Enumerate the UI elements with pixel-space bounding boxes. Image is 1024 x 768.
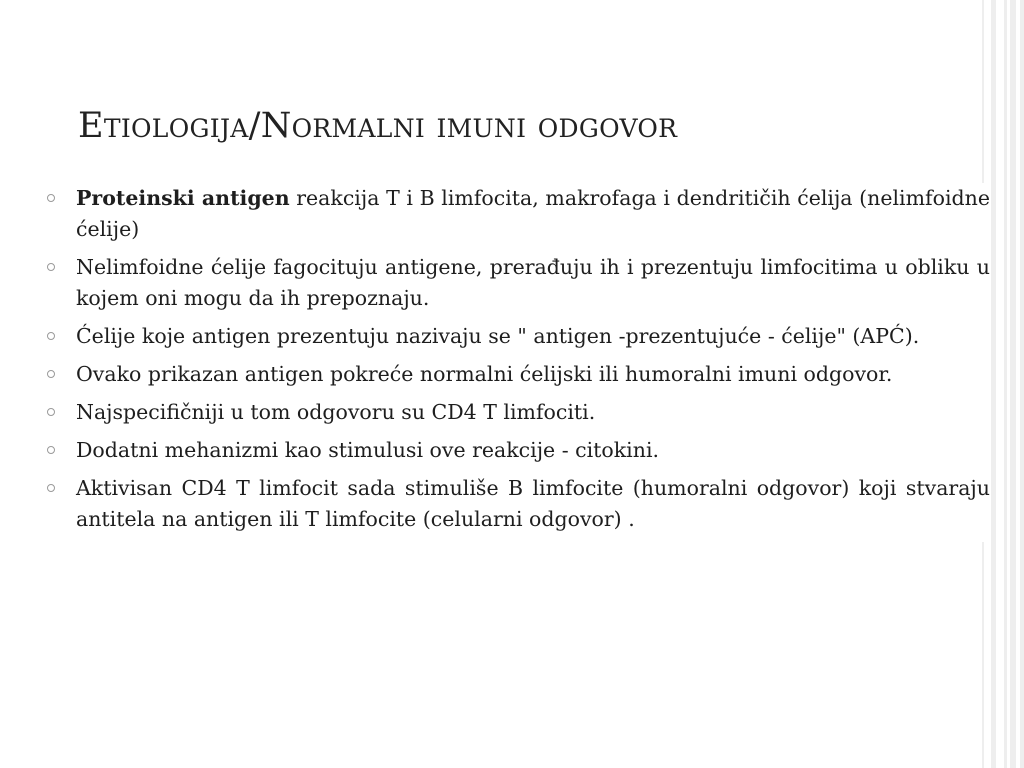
bullet-text: Aktivisan CD4 T limfocit sada stimuliše B limfocite (humoralni odgovor) koji stvaraju antitela na antigen ili T limfocite (celularni odgovor) . [76, 476, 990, 531]
list-item [45, 435, 990, 466]
bullet-list [45, 183, 990, 542]
circle-bullet-icon [47, 446, 55, 454]
list-item [45, 183, 990, 245]
slide-title: Etiologija/Normalni imuni odgovor [78, 106, 678, 146]
bullet-text: Najspecifičniji u tom odgovoru su CD4 T limfociti. [76, 400, 596, 424]
bullet-text: Dodatni mehanizmi kao stimulusi ove reakcije - citokini. [76, 438, 660, 462]
circle-bullet-icon [47, 370, 55, 378]
bullet-text: Nelimfoidne ćelije fagocituju antigene, prerađuju ih i prezentuju limfocitima u obliku u kojem oni mogu da ih prepoznaju. [76, 255, 990, 310]
circle-bullet-icon [47, 332, 55, 340]
list-item [45, 321, 990, 352]
bullet-lead: Proteinski antigen [76, 186, 290, 210]
list-item [45, 473, 990, 535]
circle-bullet-icon [47, 263, 55, 271]
stripe [1020, 0, 1024, 768]
stripe [1004, 0, 1007, 768]
list-item [45, 359, 990, 390]
circle-bullet-icon [47, 484, 55, 492]
list-item [45, 252, 990, 314]
stripe [1010, 0, 1016, 768]
bullet-text: Ćelije koje antigen prezentuju nazivaju se " antigen -prezentujuće - ćelije" (APĆ). [76, 324, 920, 348]
list-item [45, 397, 990, 428]
circle-bullet-icon [47, 194, 55, 202]
stripe [991, 0, 996, 768]
bullet-text: reakcija T i B limfocita, makrofaga i dendritičih ćelija (nelimfoidne ćelije) [76, 186, 990, 241]
bullet-text: Ovako prikazan antigen pokreće normalni ćelijski ili humoralni imuni odgovor. [76, 362, 893, 386]
circle-bullet-icon [47, 408, 55, 416]
